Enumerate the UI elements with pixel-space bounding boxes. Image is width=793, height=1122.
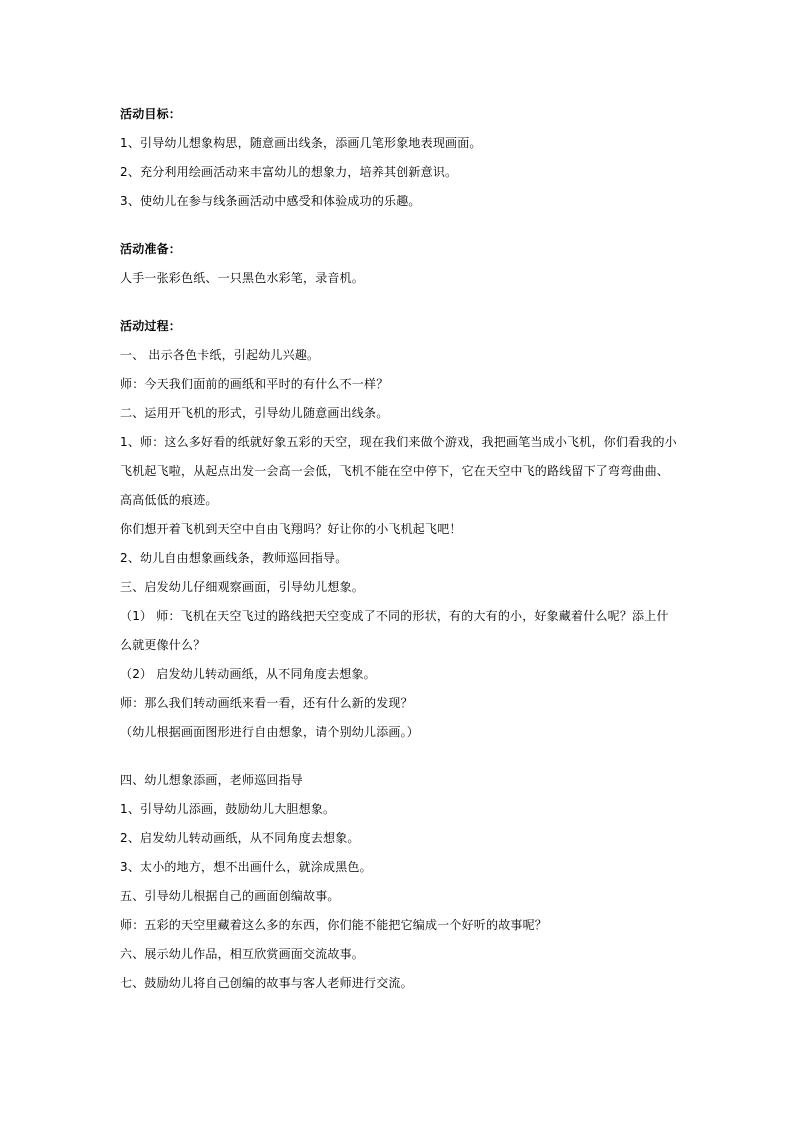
process-line: （2） 启发幼儿转动画纸，从不同角度去想象。 xyxy=(120,667,376,681)
process-line: 师：五彩的天空里藏着这么多的东西，你们能不能把它编成一个好听的故事呢？ xyxy=(120,918,548,932)
process-line: 1、引导幼儿添画，鼓励幼儿大胆想象。 xyxy=(120,802,336,816)
process-paragraph: （1） 师：飞机在天空飞过的路线把天空变成了不同的形状，有的大有的小，好象藏着什么呢？添上什么就更像什么？ xyxy=(120,609,669,652)
process-line: 2、幼儿自由想象画线条，教师巡回指导。 xyxy=(120,551,348,565)
process-heading: 活动过程： xyxy=(120,319,182,333)
goal-item-2: 2、充分利用绘画活动来丰富幼儿的想象力，培养其创新意识。 xyxy=(120,165,458,179)
prep-item-1: 人手一张彩色纸、一只黑色水彩笔，录音机。 xyxy=(120,271,365,285)
section-gap xyxy=(120,293,680,312)
process-line: 3、太小的地方，想不出画什么，就涂成黑色。 xyxy=(120,860,372,874)
document-page xyxy=(120,100,680,998)
process-line: 四、幼儿想象添画，老师巡回指导 xyxy=(120,773,304,787)
process-line: 你们想开着飞机到天空中自由飞翔吗？好让你的小飞机起飞吧！ xyxy=(120,522,462,536)
goals-heading: 活动目标： xyxy=(120,107,182,121)
goal-item-1: 1、引导幼儿想象构思，随意画出线条，添画几笔形象地表现画面。 xyxy=(120,136,482,150)
process-line: 五、引导幼儿根据自己的画面创编故事。 xyxy=(120,889,340,903)
process-line: 六、展示幼儿作品，相互欣赏画面交流故事。 xyxy=(120,947,365,961)
prep-heading: 活动准备： xyxy=(120,242,182,256)
process-line: （幼儿根据画面图形进行自由想象，请个别幼儿添画。） xyxy=(120,725,420,739)
process-line: 一、 出示各色卡纸，引起幼儿兴趣。 xyxy=(120,348,320,362)
process-line: 2、启发幼儿转动画纸，从不同角度去想象。 xyxy=(120,831,360,845)
goal-item-3: 3、使幼儿在参与线条画活动中感受和体验成功的乐趣。 xyxy=(120,194,421,208)
process-line: 师：那么我们转动画纸来看一看，还有什么新的发现？ xyxy=(120,696,413,710)
process-line: 师：今天我们面前的画纸和平时的有什么不一样？ xyxy=(120,377,389,391)
process-line: 二、运用开飞机的形式，引导幼儿随意画出线条。 xyxy=(120,406,389,420)
process-paragraph: 1、师：这么多好看的纸就好象五彩的天空，现在我们来做个游戏，我把画笔当成小飞机，你们看我的小飞机起飞啦，从起点出发一会高一会低，飞机不能在空中停下，它在天空中飞的路线留下了弯弯曲曲、高高低低的痕迹。 xyxy=(120,435,677,507)
section-gap xyxy=(120,216,680,235)
process-line: 七、鼓励幼儿将自己创编的故事与客人老师进行交流。 xyxy=(120,976,413,990)
section-gap xyxy=(120,747,680,766)
process-line: 三、启发幼儿仔细观察画面，引导幼儿想象。 xyxy=(120,580,365,594)
